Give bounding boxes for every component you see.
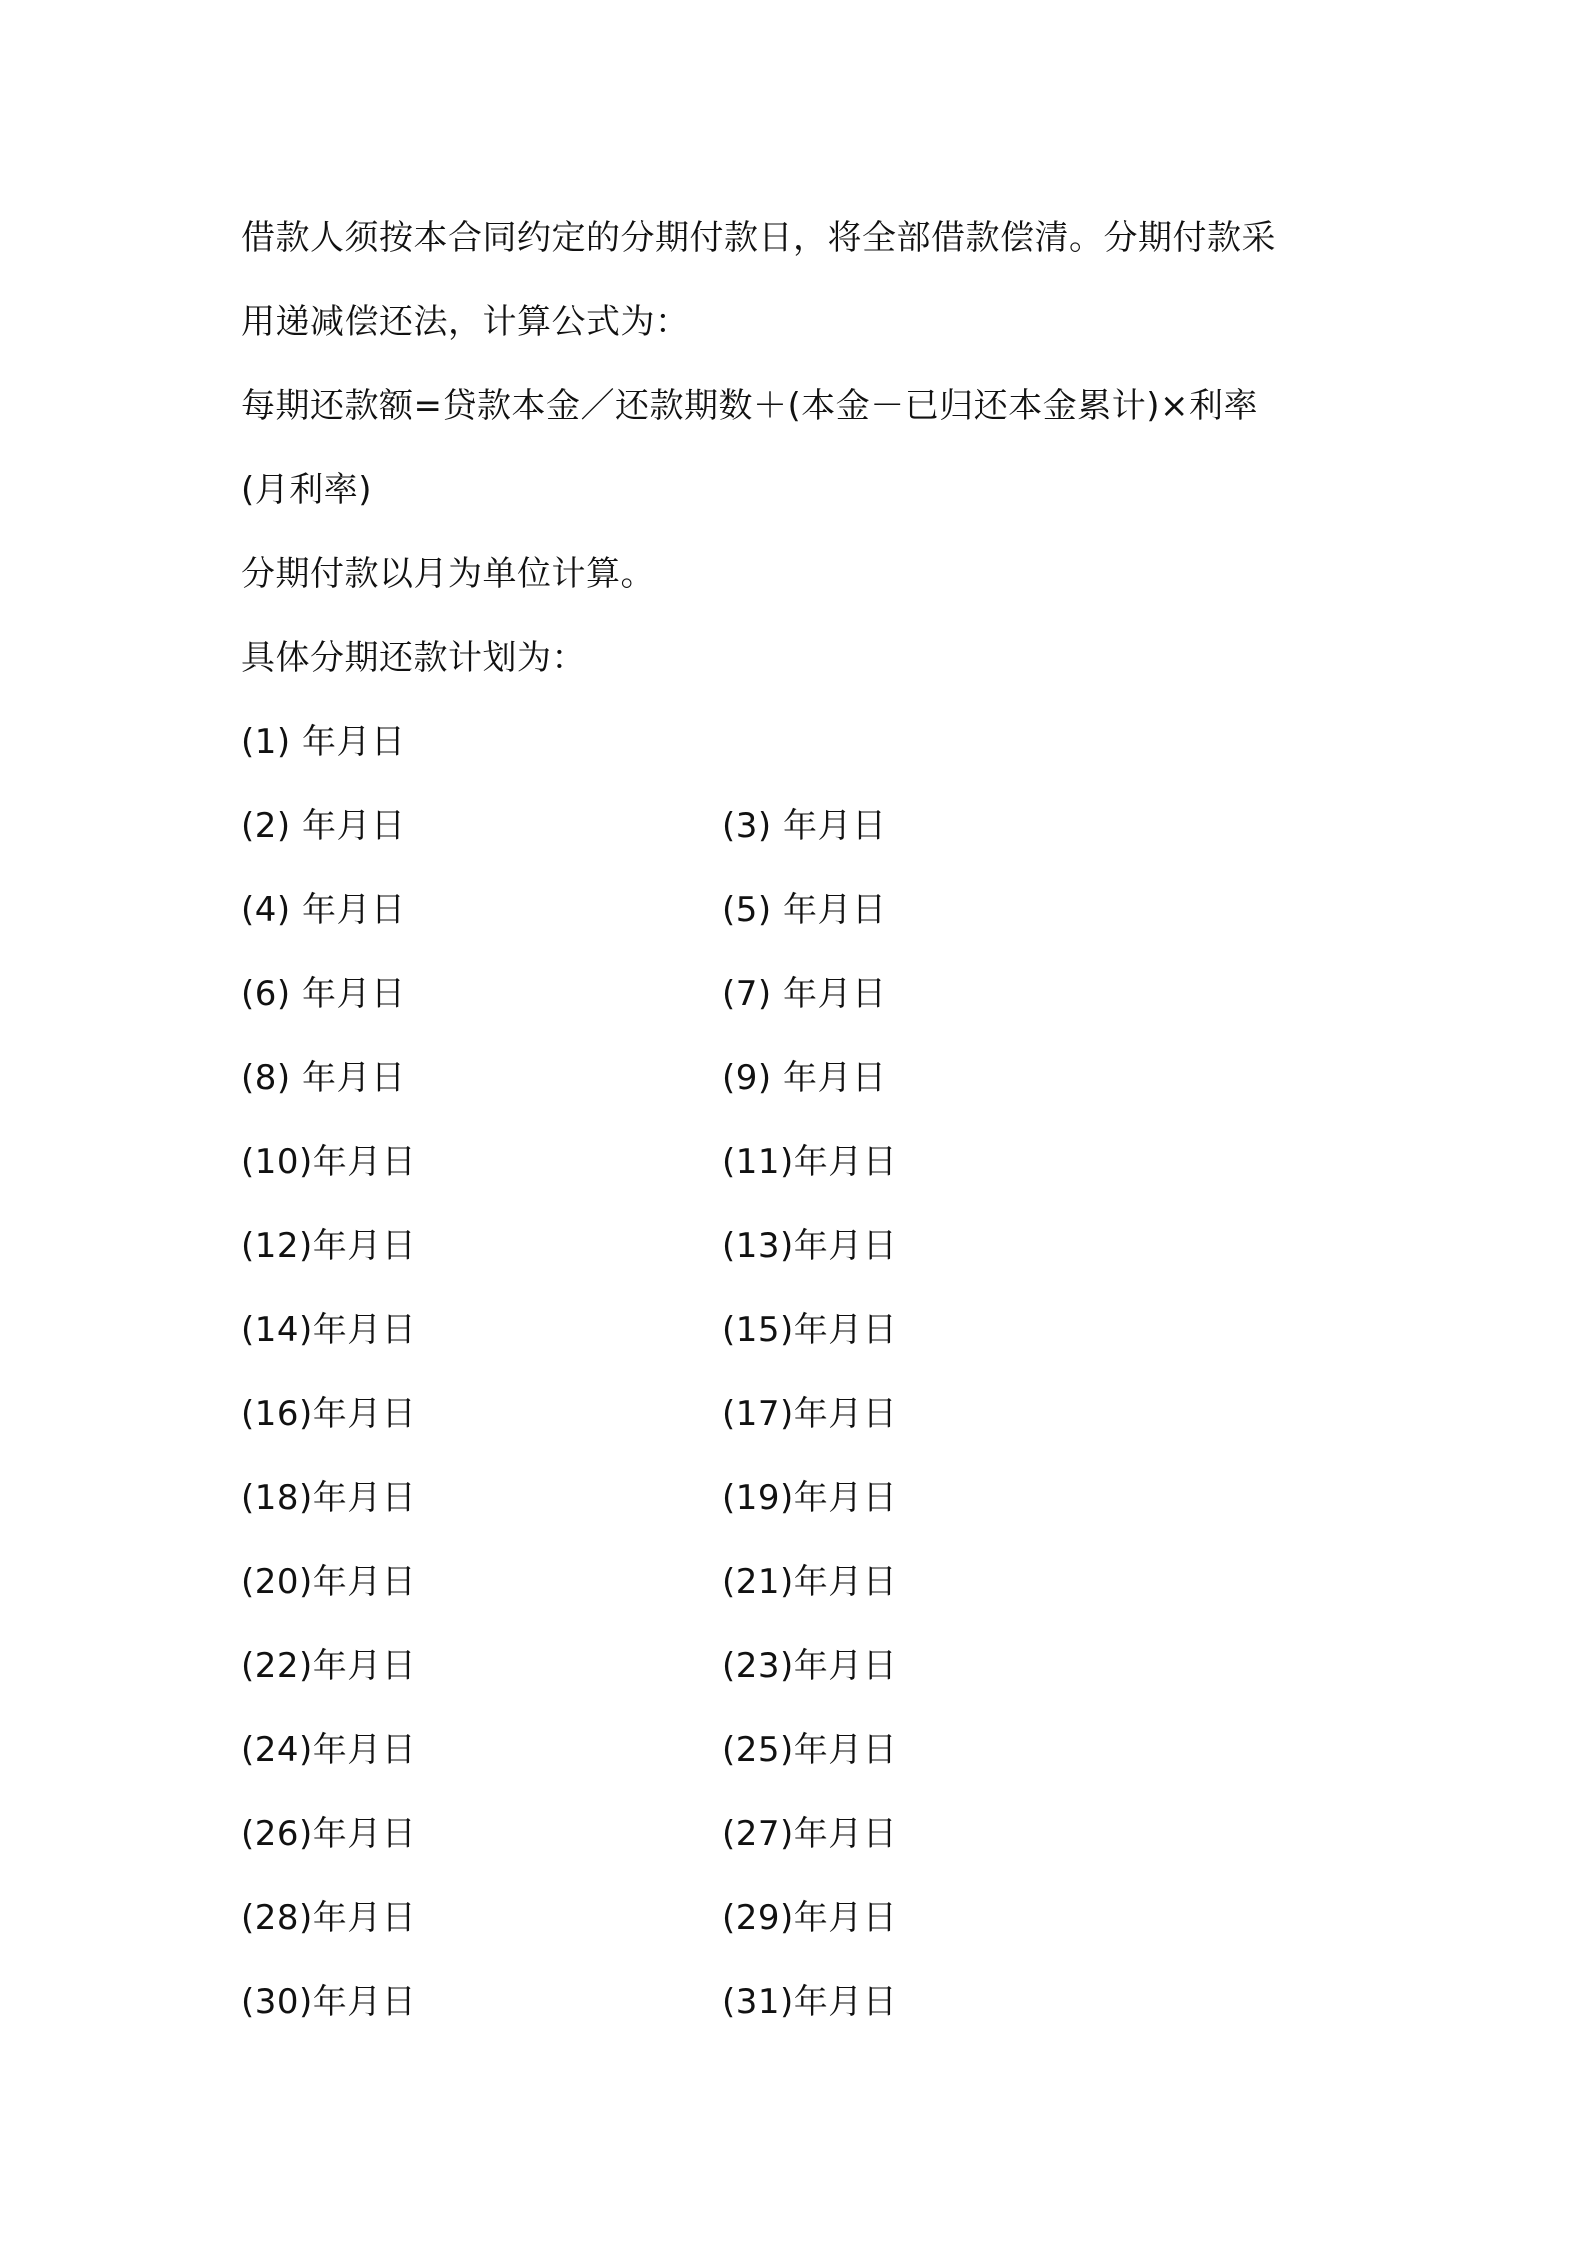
schedule-item: (22)年月日 (241, 1646, 417, 1686)
schedule-row (241, 1204, 1351, 1288)
schedule-item: (2) 年月日 (241, 806, 406, 846)
schedule-item: (11)年月日 (722, 1142, 898, 1182)
schedule-item: (5) 年月日 (722, 890, 887, 930)
schedule-item: (29)年月日 (722, 1898, 898, 1938)
schedule-row (241, 1456, 1351, 1540)
schedule-item: (7) 年月日 (722, 974, 887, 1014)
schedule-item: (21)年月日 (722, 1562, 898, 1602)
schedule-item: (10)年月日 (241, 1142, 417, 1182)
schedule-row (241, 1876, 1351, 1960)
schedule-item: (26)年月日 (241, 1814, 417, 1854)
schedule-item: (31)年月日 (722, 1982, 898, 2022)
schedule-item: (13)年月日 (722, 1226, 898, 1266)
schedule-row (241, 952, 1351, 1036)
schedule-item: (6) 年月日 (241, 974, 406, 1014)
schedule-item: (25)年月日 (722, 1730, 898, 1770)
schedule-row (241, 784, 1351, 868)
schedule-item: (24)年月日 (241, 1730, 417, 1770)
schedule-item: (17)年月日 (722, 1394, 898, 1434)
schedule-item: (30)年月日 (241, 1982, 417, 2022)
schedule-item: (18)年月日 (241, 1478, 417, 1518)
paragraph-monthly-unit: 分期付款以月为单位计算。 (241, 554, 655, 594)
schedule-item: (16)年月日 (241, 1394, 417, 1434)
paragraph-repayment-terms-2: 用递减偿还法，计算公式为： (241, 302, 690, 342)
schedule-item: (19)年月日 (722, 1478, 898, 1518)
schedule-item: (3) 年月日 (722, 806, 887, 846)
schedule-item: (4) 年月日 (241, 890, 406, 930)
schedule-item: (15)年月日 (722, 1310, 898, 1350)
schedule-item: (27)年月日 (722, 1814, 898, 1854)
schedule-item: (12)年月日 (241, 1226, 417, 1266)
schedule-row (241, 1624, 1351, 1708)
schedule-item: (23)年月日 (722, 1646, 898, 1686)
schedule-item: (8) 年月日 (241, 1058, 406, 1098)
formula-line-2: (月利率) (241, 470, 373, 510)
paragraph-repayment-terms-1: 借款人须按本合同约定的分期付款日，将全部借款偿清。分期付款采 (241, 218, 1276, 258)
schedule-row (241, 1540, 1351, 1624)
schedule-row (241, 1960, 1351, 2044)
schedule-item: (20)年月日 (241, 1562, 417, 1602)
schedule-row (241, 1036, 1351, 1120)
schedule-row (241, 1708, 1351, 1792)
formula-line-1: 每期还款额=贷款本金／还款期数＋(本金－已归还本金累计)×利率 (241, 386, 1259, 426)
schedule-row (241, 1792, 1351, 1876)
schedule-item-1: (1) 年月日 (241, 722, 406, 762)
schedule-row (241, 1372, 1351, 1456)
schedule-row (241, 1120, 1351, 1204)
schedule-item: (28)年月日 (241, 1898, 417, 1938)
document-body (241, 196, 1351, 2044)
schedule-item: (14)年月日 (241, 1310, 417, 1350)
schedule-row (241, 1288, 1351, 1372)
schedule-row (241, 868, 1351, 952)
schedule-item: (9) 年月日 (722, 1058, 887, 1098)
paragraph-schedule-intro: 具体分期还款计划为： (241, 638, 586, 678)
